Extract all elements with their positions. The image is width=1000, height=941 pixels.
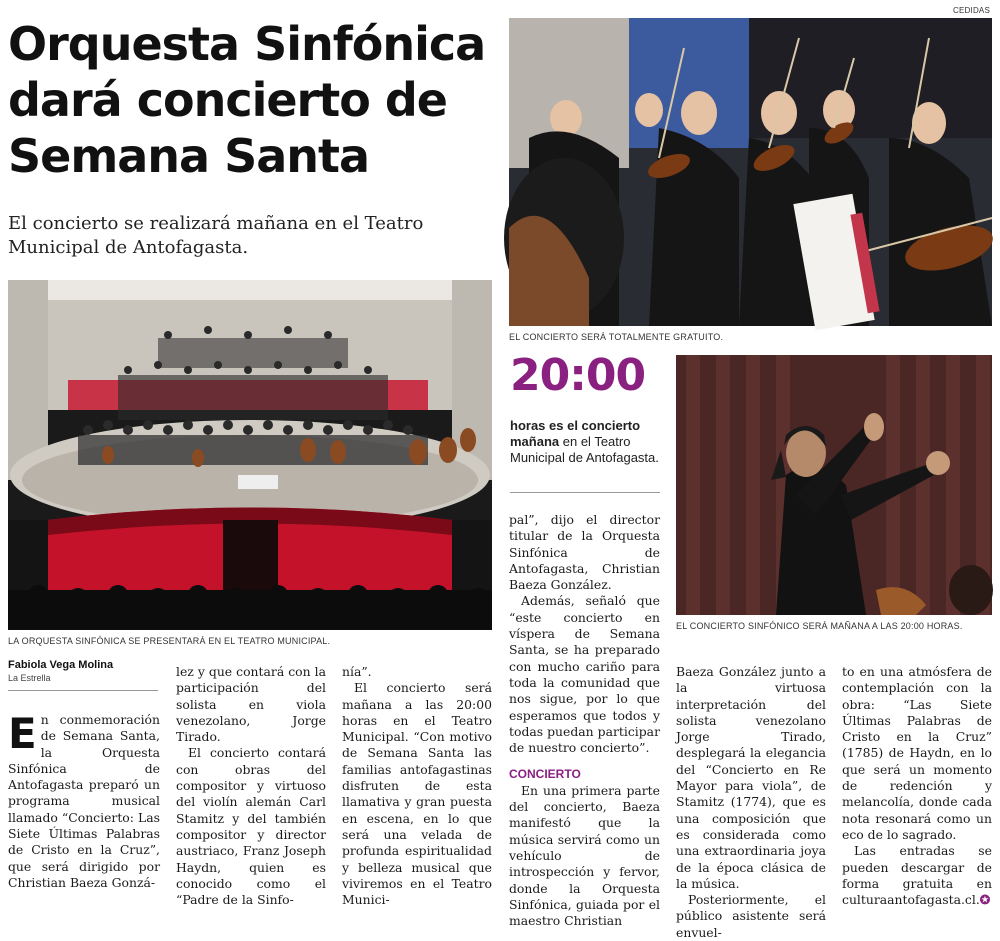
section-heading: CONCIERTO — [509, 767, 581, 782]
violinists-photo-image — [509, 18, 992, 326]
stage-photo-caption: LA ORQUESTA SINFÓNICA SE PRESENTARÁ EN EL TEATRO MUNICIPAL. — [8, 636, 331, 646]
conductor-photo — [676, 355, 992, 615]
subheadline: El concierto se realizará mañana en el Teatro Municipal de Antofagasta. — [8, 213, 424, 258]
article-paragraph: El concierto será mañana a las 20:00 horas en el Teatro Municipal. “Con motivo de Semana Santa las familias antofagastinas disfruten de esta llamativa y gran puesta en escena, en lo que será una velada de profunda espiritualidad y belleza musical que viviremos en el Teatro Munici- — [342, 680, 492, 908]
highlight-time: 20:00 — [510, 350, 646, 401]
highlight-divider — [510, 492, 660, 493]
article-column-2 — [176, 664, 326, 908]
article-paragraph: n conmemoración de Semana Santa, la Orquesta Sinfónica de Antofagasta preparó un programa musical llamado “Concierto: Las Siete Últimas Palabras de Cristo en la Cruz”, que será dirigido por Christian Baeza Gonzá- — [8, 712, 160, 890]
article-paragraph: nía”. — [342, 664, 372, 679]
byline-divider — [8, 690, 158, 691]
headline: Orquesta Sinfónica dará concierto de Semana Santa — [8, 17, 486, 183]
article-column-3 — [342, 664, 492, 908]
article-column-5 — [676, 664, 826, 941]
author-outlet: La Estrella — [8, 673, 51, 683]
conductor-photo-caption: EL CONCIERTO SINFÓNICO SERÁ MAÑANA A LAS 20:00 HORAS. — [676, 621, 963, 631]
highlight-bold-text: horas es el concierto mañana — [510, 418, 641, 449]
article-paragraph: En una primera parte del concierto, Baeza manifestó que la música servirá como un vehículo de introspección y fervor, donde la Orquesta Sinfónica, guiada por el maestro Christian — [509, 782, 660, 929]
orchestra-stage-photo — [8, 280, 492, 630]
article-column-6 — [842, 664, 992, 908]
article-paragraph: to en una atmósfera de contemplación con la obra: “Las Siete Últimas Palabras de Cristo en la Cruz” (1785) de Haydn, en lo que será un momento de redención y melancolía, donde cada nota resonará como un eco de lo sagrado. — [842, 664, 992, 842]
article-column-4 — [509, 512, 660, 929]
violinists-photo-caption: EL CONCIERTO SERÁ TOTALMENTE GRATUITO. — [509, 332, 724, 342]
article-paragraph: El concierto contará con obras del compositor y virtuoso del violín alemán Carl Stamitz y del también compositor y director austriaco, Franz Joseph Haydn, quien es conocido como el “Padre de la Sinfo- — [176, 745, 326, 908]
article-column-1 — [8, 709, 160, 891]
article-paragraph: Posteriormente, el público asistente será envuel- — [676, 892, 826, 940]
highlight-rest-text: en el Teatro Municipal de Antofagasta. — [510, 434, 659, 465]
article-paragraph: Baeza González junto a la virtuosa interpretación del solista venezolano Jorge Tirado, desplegará la elegancia del “Concierto en Re Mayor para viola”, de Stamitz (1774), que es una composición que es considerada como una extraordinaria joya de la época clásica de la música. — [676, 664, 826, 891]
end-of-article-mark: ✪ — [979, 892, 991, 908]
dropcap-letter: E — [8, 709, 37, 758]
photo-credit: CEDIDAS — [953, 6, 990, 15]
article-closing-paragraph — [842, 843, 992, 908]
article-paragraph: Además, señaló que “este concierto en víspera de Semana Santa, se ha preparado con mucho cariño para toda la comunidad que nos sigue, por lo que esperamos que todos y todas puedan participar de nuestro concierto”. — [509, 593, 660, 756]
author-name: Fabiola Vega Molina — [8, 659, 114, 671]
violinists-photo — [509, 18, 992, 326]
article-paragraph: pal”, dijo el director titular de la Orquesta Sinfónica de Antofagasta, Christian Baeza González. — [509, 512, 660, 593]
article-paragraph: lez y que contará con la participación del solista en viola venezolano, Jorge Tirado. — [176, 664, 326, 745]
article-paragraph: Las entradas se pueden descargar de forma gratuita en culturaantofagasta.cl. — [842, 843, 992, 908]
conductor-photo-image — [676, 355, 992, 615]
stage-photo-image — [8, 280, 492, 630]
highlight-text — [510, 418, 660, 466]
